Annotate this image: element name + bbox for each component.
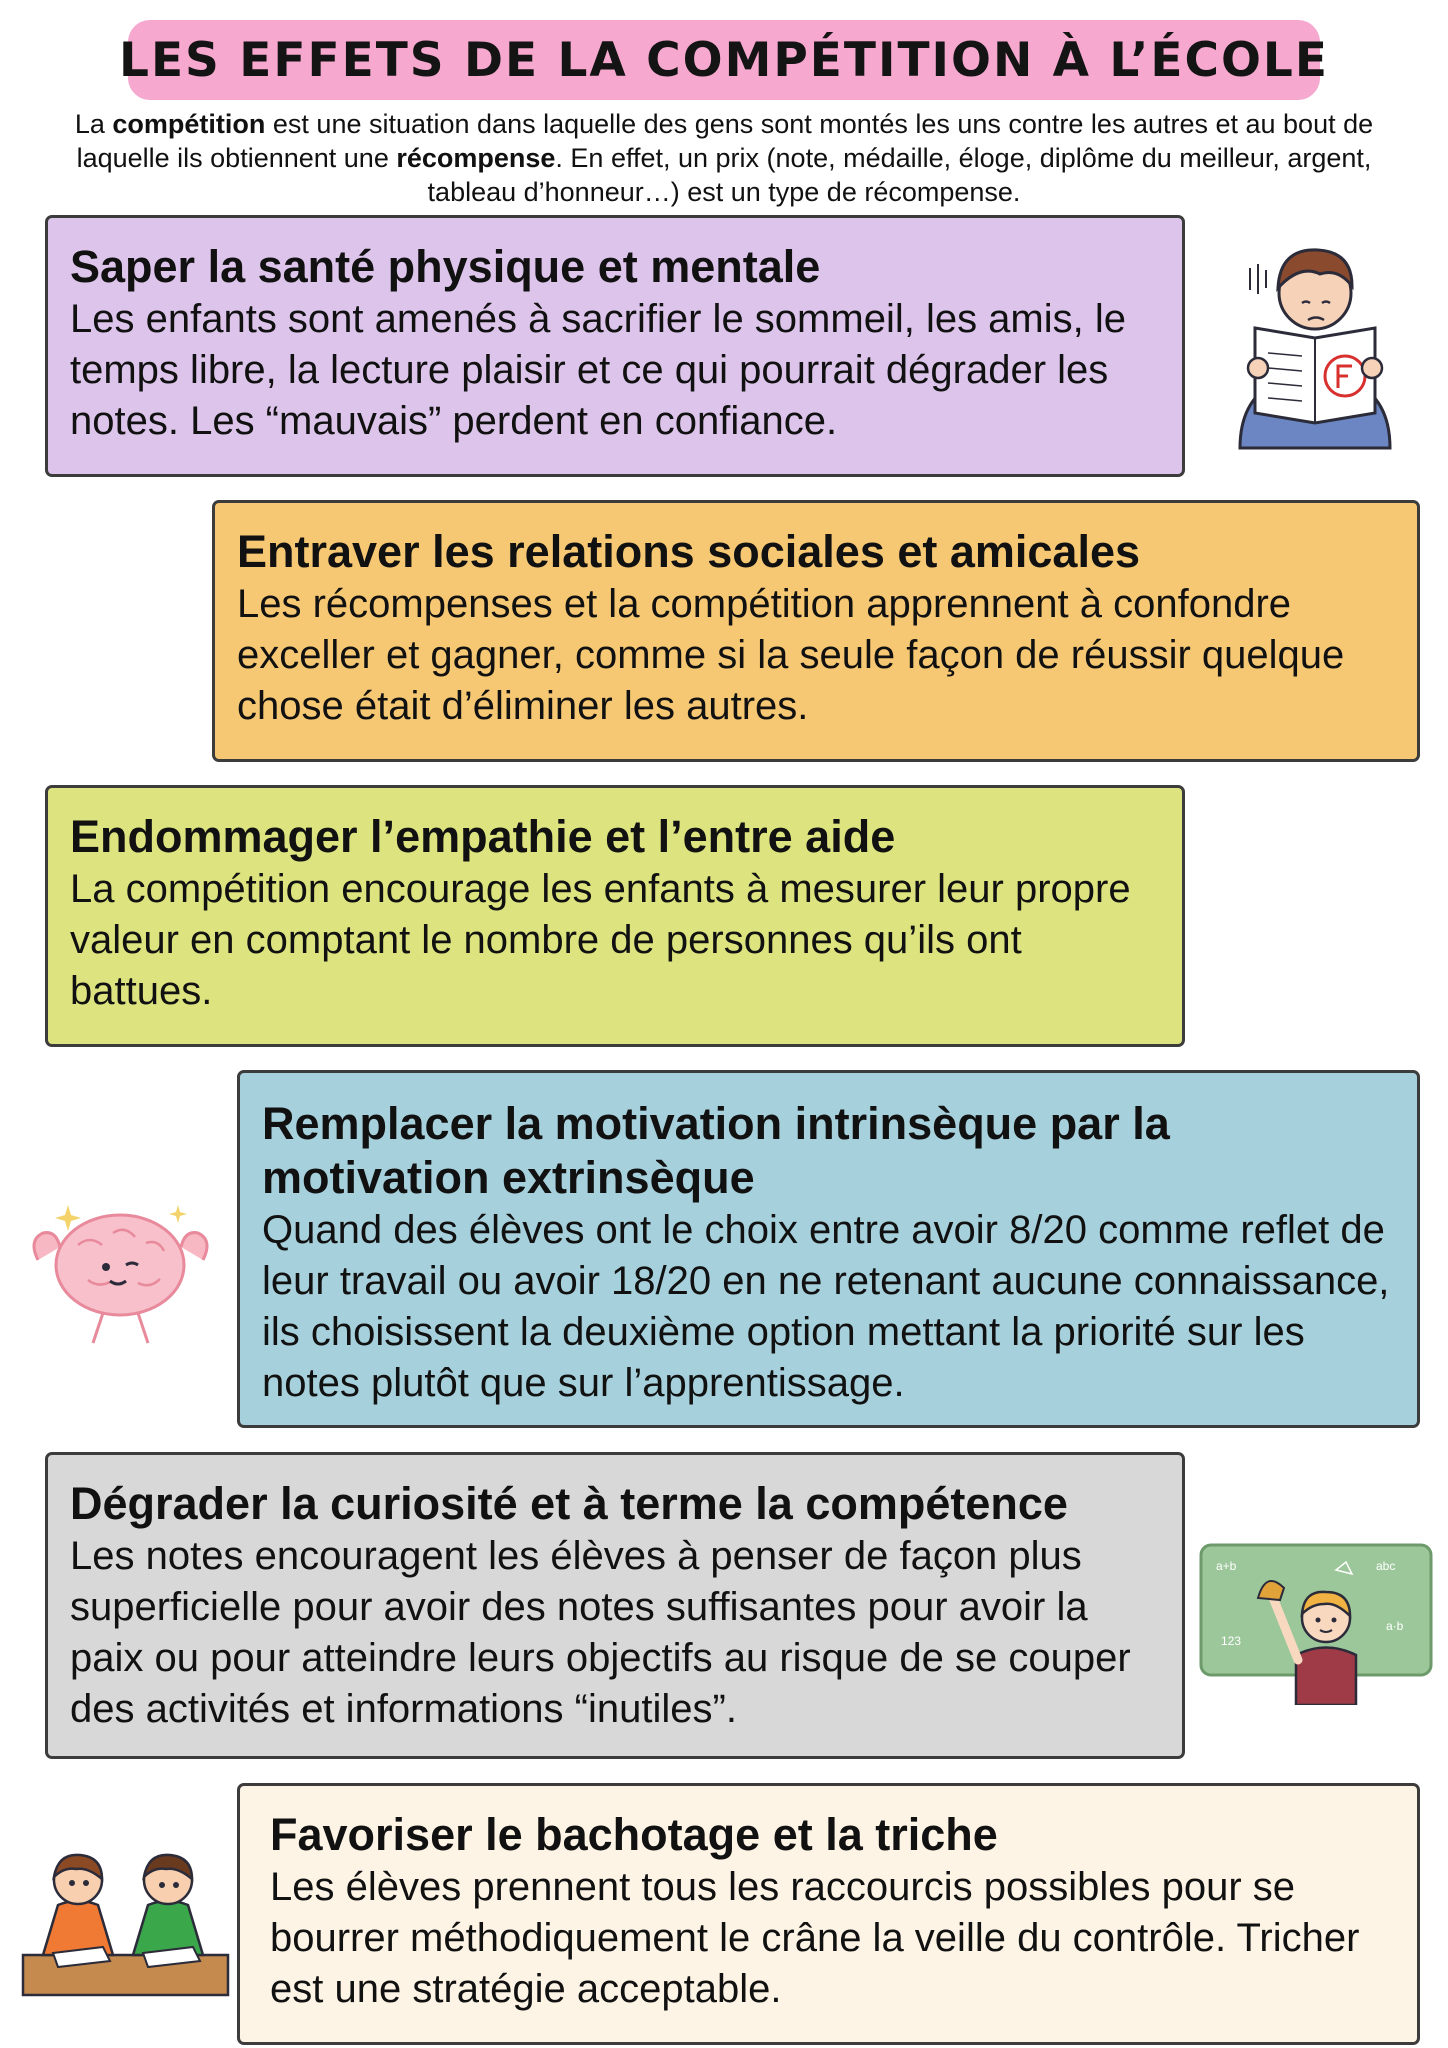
intro-keyword-competition: compétition (112, 109, 266, 139)
effect-heading: Remplacer la motivation intrinsèque par la motivation extrinsèque (262, 1098, 1170, 1203)
effect-heading: Dégrader la curiosité et à terme la compétence (70, 1478, 1068, 1529)
two-boys-cheating-icon (18, 1835, 233, 2000)
page-title: LES EFFETS DE LA COMPÉTITION À L’ÉCOLE (119, 32, 1329, 88)
effect-heading: Saper la santé physique et mentale (70, 241, 821, 292)
boy-reading-bad-grade-icon (1220, 228, 1410, 458)
effect-text: Les notes encouragent les élèves à penser de façon plus superficielle pour avoir des notes suffisantes pour avoir la paix ou pour atteindre leurs objectifs au risque de se couper des activités et informations “inutiles”. (70, 1534, 1131, 1731)
effect-text: Quand des élèves ont le choix entre avoir 8/20 comme reflet de leur travail ou avoir 18/20 en ne retenant aucune connaissance, ils choisissent la deuxième option mettant la priorité sur les notes plutôt que sur l’apprentissage. (262, 1208, 1390, 1405)
effect-text: Les enfants sont amenés à sacrifier le sommeil, les amis, le temps libre, la lecture plaisir et ce qui pourrait dégrader les notes. Les “mauvais” perdent en confiance. (70, 297, 1126, 443)
effect-heading: Entraver les relations sociales et amicales (237, 526, 1141, 577)
svg-text:abc: abc (1376, 1559, 1396, 1573)
svg-text:123: 123 (1221, 1634, 1242, 1648)
effect-card-sante (45, 215, 1185, 477)
effect-card-motivation (237, 1070, 1420, 1428)
effect-card-empathie (45, 785, 1185, 1047)
effect-text: Les récompenses et la compétition apprennent à confondre exceller et gagner, comme si la seule façon de réussir quelque chose était d’éliminer les autres. (237, 582, 1345, 728)
effect-text: La compétition encourage les enfants à mesurer leur propre valeur en comptant le nombre de personnes qu’ils ont battues. (70, 867, 1131, 1013)
effect-text: Les élèves prennent tous les raccourcis possibles pour se bourrer méthodiquement le crâne la veille du contrôle. Tricher est une stratégie acceptable. (270, 1865, 1360, 2011)
girl-ringing-bell-at-chalkboard-icon (1196, 1530, 1436, 1705)
title-banner (119, 20, 1329, 100)
effect-card-curiosite (45, 1452, 1185, 1759)
svg-text:a+b: a+b (1216, 1559, 1237, 1573)
intro-keyword-recompense: récompense (396, 143, 556, 173)
effect-card-bachotage (237, 1783, 1420, 2045)
effect-heading: Endommager l’empathie et l’entre aide (70, 811, 896, 862)
intro-paragraph: La compétition est une situation dans laquelle des gens sont montés les uns contre les autres et au bout de laquelle ils obtiennent une récompense. En effet, un prix (note, médaille, éloge, diplôme du meilleur, argent, tableau d’honneur…) est un type de récompense. (74, 109, 1374, 207)
effect-heading: Favoriser le bachotage et la triche (270, 1809, 998, 1860)
svg-text:a·b: a·b (1386, 1619, 1404, 1633)
effect-card-relations (212, 500, 1420, 762)
strong-brain-icon (18, 1185, 223, 1350)
